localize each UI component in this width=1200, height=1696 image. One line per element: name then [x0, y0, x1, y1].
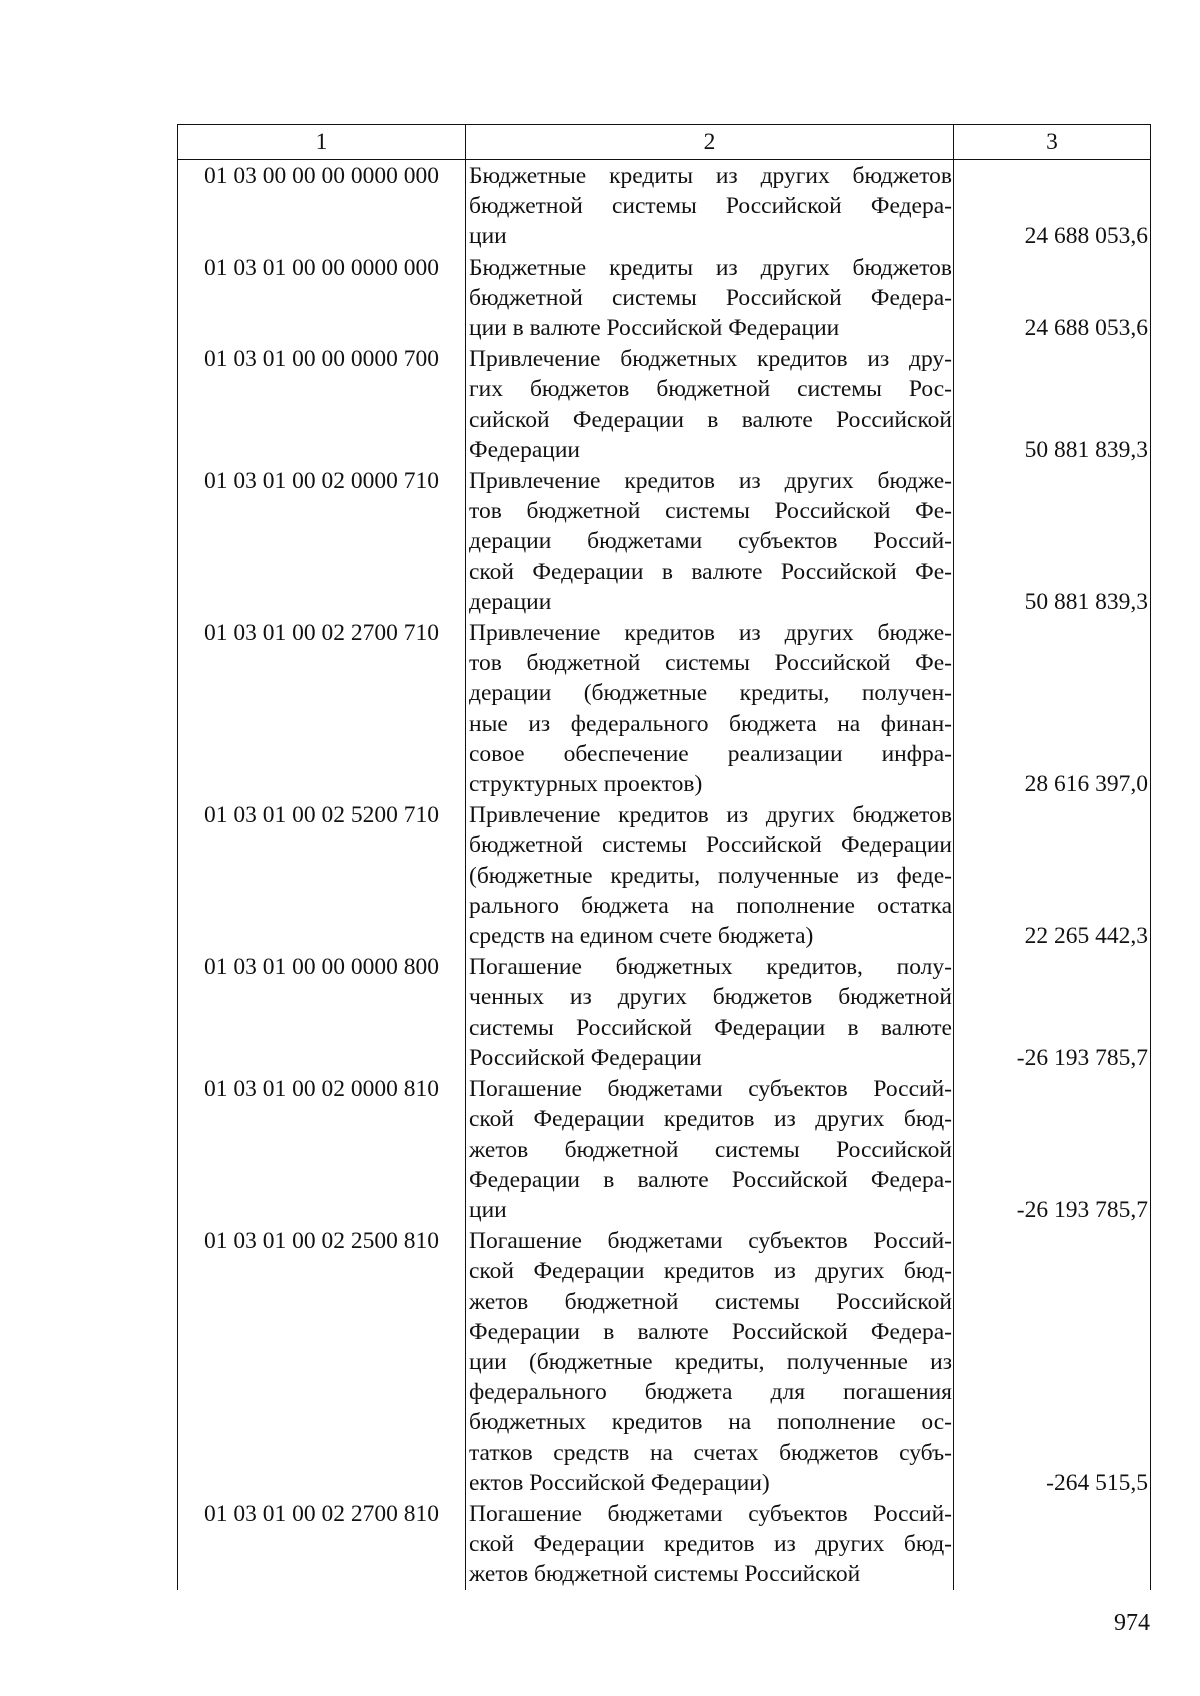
page-number: 974 [1114, 1610, 1150, 1636]
source-name-line: гих бюджетов бюджетной системы Рос- [469, 376, 952, 403]
source-name-line: ской Федерации кредитов из других бюд- [469, 1106, 952, 1133]
amount-value: 22 265 442,3 [954, 799, 1151, 951]
classification-code: 01 03 01 00 02 2500 810 [178, 1225, 466, 1498]
table-row [178, 1498, 1151, 1590]
table-row [178, 1073, 1151, 1225]
budget-sources-table [177, 124, 1151, 1590]
source-name-line: ные из федерального бюджета на финан- [469, 710, 952, 737]
source-name-line: Бюджетные кредиты из других бюджетов [469, 254, 952, 281]
source-name-line: дерации бюджетами субъектов Россий- [469, 528, 952, 555]
source-name-line: дерации [469, 588, 552, 615]
source-name-line: жетов бюджетной системы Российской [469, 1561, 861, 1588]
amount-value: 50 881 839,3 [954, 343, 1151, 465]
classification-code: 01 03 01 00 02 0000 810 [178, 1073, 466, 1225]
source-name-line: ской Федерации в валюте Российской Фе- [469, 558, 952, 585]
source-name-line: Бюджетные кредиты из других бюджетов [469, 163, 952, 189]
source-name-line: Федерации в валюте Российской Федера- [469, 1318, 952, 1345]
amount-value [954, 1498, 1151, 1590]
source-name-line: Погашение бюджетами субъектов Россий- [469, 1228, 952, 1255]
source-name-line: татков средств на счетах бюджетов субъ- [469, 1439, 952, 1466]
source-name-line: структурных проектов) [469, 771, 703, 798]
table-row [178, 465, 1151, 617]
source-name-line: бюджетной системы Российской Федерации [469, 832, 952, 859]
source-name-line: совое обеспечение реализации инфра- [469, 740, 952, 767]
source-name-line: Погашение бюджетами субъектов Россий- [469, 1076, 952, 1103]
classification-code: 01 03 01 00 00 0000 700 [178, 343, 466, 465]
source-name [466, 252, 954, 344]
table-row [178, 799, 1151, 951]
amount-value: -26 193 785,7 [954, 1073, 1151, 1225]
source-name-line: Погашение бюджетами субъектов Россий- [469, 1500, 952, 1527]
source-name-line: Федерации [469, 436, 580, 463]
amount-value: 28 616 397,0 [954, 617, 1151, 799]
source-name-line: Федерации в валюте Российской Федера- [469, 1166, 952, 1193]
source-name-line: рального бюджета на пополнение остатка [469, 892, 952, 919]
source-name [466, 951, 954, 1073]
source-name [466, 799, 954, 951]
classification-code: 01 03 01 00 02 2700 710 [178, 617, 466, 799]
source-name [466, 160, 954, 252]
source-name [466, 1498, 954, 1590]
source-name-line: тов бюджетной системы Российской Фе- [469, 498, 952, 525]
source-name-line: дерации (бюджетные кредиты, получен- [469, 680, 952, 707]
source-name-line: системы Российской Федерации в валюте [469, 1014, 952, 1041]
table-row [178, 617, 1151, 799]
source-name-line: тов бюджетной системы Российской Фе- [469, 650, 952, 677]
table-body [178, 160, 1151, 1590]
source-name-line: (бюджетные кредиты, полученные из феде- [469, 862, 952, 889]
column-header-name: 2 [466, 125, 954, 160]
source-name-line: жетов бюджетной системы Российской [469, 1288, 952, 1315]
amount-value: -26 193 785,7 [954, 951, 1151, 1073]
source-name-line: Привлечение кредитов из других бюдже- [469, 468, 952, 495]
source-name-line: ции (бюджетные кредиты, полученные из [469, 1348, 952, 1375]
classification-code: 01 03 01 00 00 0000 800 [178, 951, 466, 1073]
header-row [178, 125, 1151, 160]
source-name-line: бюджетных кредитов на пополнение ос- [469, 1409, 952, 1436]
source-name-line: ской Федерации кредитов из других бюд- [469, 1258, 952, 1285]
table-row [178, 160, 1151, 252]
amount-value: 24 688 053,6 [954, 160, 1151, 252]
source-name-line: ектов Российской Федерации) [469, 1469, 770, 1496]
source-name-line: ции [469, 1196, 507, 1223]
source-name-line: бюджетной системы Российской Федера- [469, 284, 952, 311]
classification-code: 01 03 01 00 02 5200 710 [178, 799, 466, 951]
source-name [466, 1225, 954, 1498]
table-row [178, 343, 1151, 465]
amount-value: -264 515,5 [954, 1225, 1151, 1498]
source-name-line: ченных из других бюджетов бюджетной [469, 984, 952, 1011]
source-name-line: сийской Федерации в валюте Российской [469, 406, 952, 433]
source-name-line: Погашение бюджетных кредитов, полу- [469, 954, 952, 981]
classification-code: 01 03 01 00 02 0000 710 [178, 465, 466, 617]
source-name-line: ции [469, 223, 507, 250]
source-name-line: бюджетной системы Российской Федера- [469, 193, 952, 220]
table-row [178, 252, 1151, 344]
amount-value: 50 881 839,3 [954, 465, 1151, 617]
classification-code: 01 03 00 00 00 0000 000 [178, 160, 466, 252]
source-name-line: федерального бюджета для погашения [469, 1379, 952, 1406]
column-header-amount: 3 [954, 125, 1151, 160]
amount-value: 24 688 053,6 [954, 252, 1151, 344]
source-name-line: Привлечение кредитов из других бюдже- [469, 620, 952, 647]
classification-code: 01 03 01 00 02 2700 810 [178, 1498, 466, 1590]
source-name-line: ской Федерации кредитов из других бюд- [469, 1531, 952, 1558]
source-name-line: Российской Федерации [469, 1044, 702, 1071]
source-name-line: средств на едином счете бюджета) [469, 923, 814, 950]
source-name [466, 343, 954, 465]
source-name-line: ции в валюте Российской Федерации [469, 315, 840, 342]
table-row [178, 951, 1151, 1073]
table-row [178, 1225, 1151, 1498]
source-name [466, 1073, 954, 1225]
source-name [466, 465, 954, 617]
source-name-line: Привлечение кредитов из других бюджетов [469, 802, 952, 829]
source-name-line: жетов бюджетной системы Российской [469, 1136, 952, 1163]
column-header-code: 1 [178, 125, 466, 160]
table-header [178, 125, 1151, 160]
source-name [466, 617, 954, 799]
source-name-line: Привлечение бюджетных кредитов из дру- [469, 346, 952, 373]
classification-code: 01 03 01 00 00 0000 000 [178, 252, 466, 344]
